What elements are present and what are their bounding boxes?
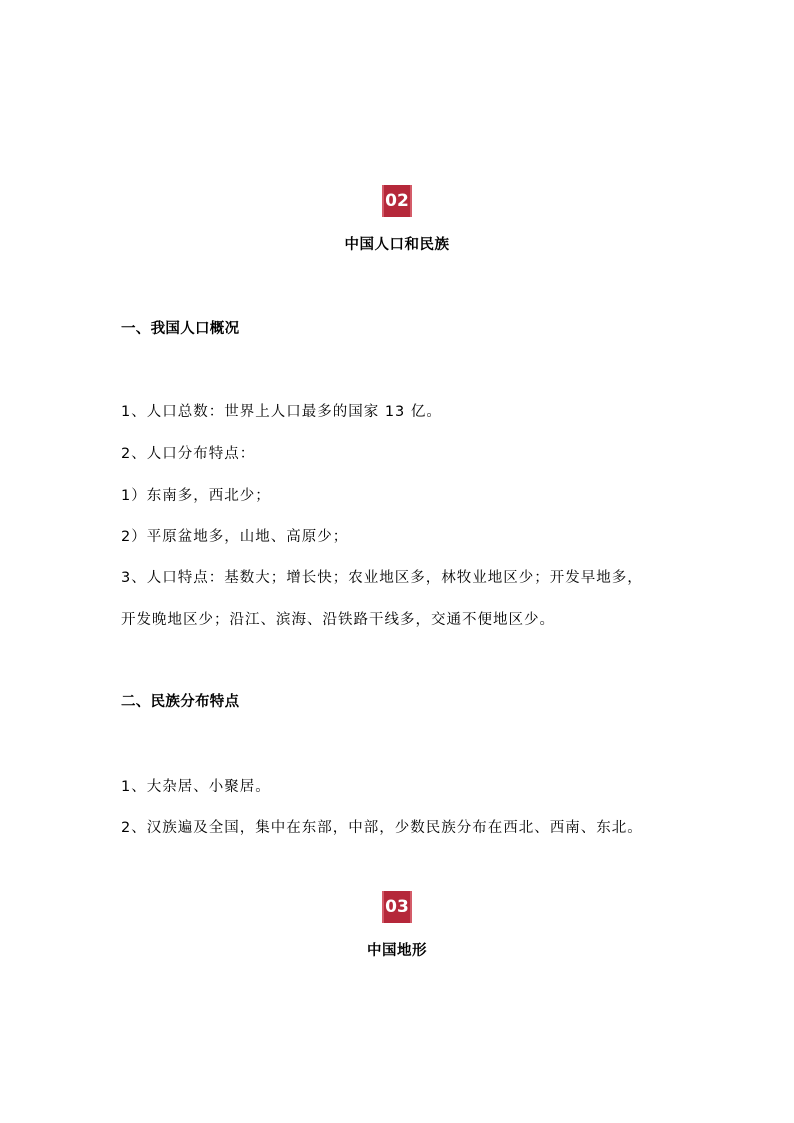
section-number-badge: 02: [382, 185, 412, 217]
chapter-title: 中国地形: [367, 943, 427, 959]
paragraph-line: 开发晚地区少；沿江、滨海、沿铁路干线多，交通不便地区少。: [121, 612, 555, 628]
section-heading: 一、我国人口概况: [121, 321, 240, 337]
paragraph-line: 2、人口分布特点：: [121, 446, 256, 462]
paragraph-line: 1）东南多，西北少；: [121, 488, 271, 504]
paragraph-line: 3、人口特点：基数大；增长快；农业地区多，林牧业地区少；开发早地多，: [121, 570, 643, 586]
paragraph-line: 1、大杂居、小聚居。: [121, 779, 271, 795]
section-heading: 二、民族分布特点: [121, 694, 240, 710]
section-number-badge: 03: [382, 891, 412, 923]
paragraph-line: 2、汉族遍及全国，集中在东部，中部，少数民族分布在西北、西南、东北。: [121, 820, 643, 836]
paragraph-line: 2）平原盆地多，山地、高原少；: [121, 529, 349, 545]
chapter-title: 中国人口和民族: [344, 237, 450, 253]
paragraph-line: 1、人口总数：世界上人口最多的国家 13 亿。: [121, 404, 442, 420]
